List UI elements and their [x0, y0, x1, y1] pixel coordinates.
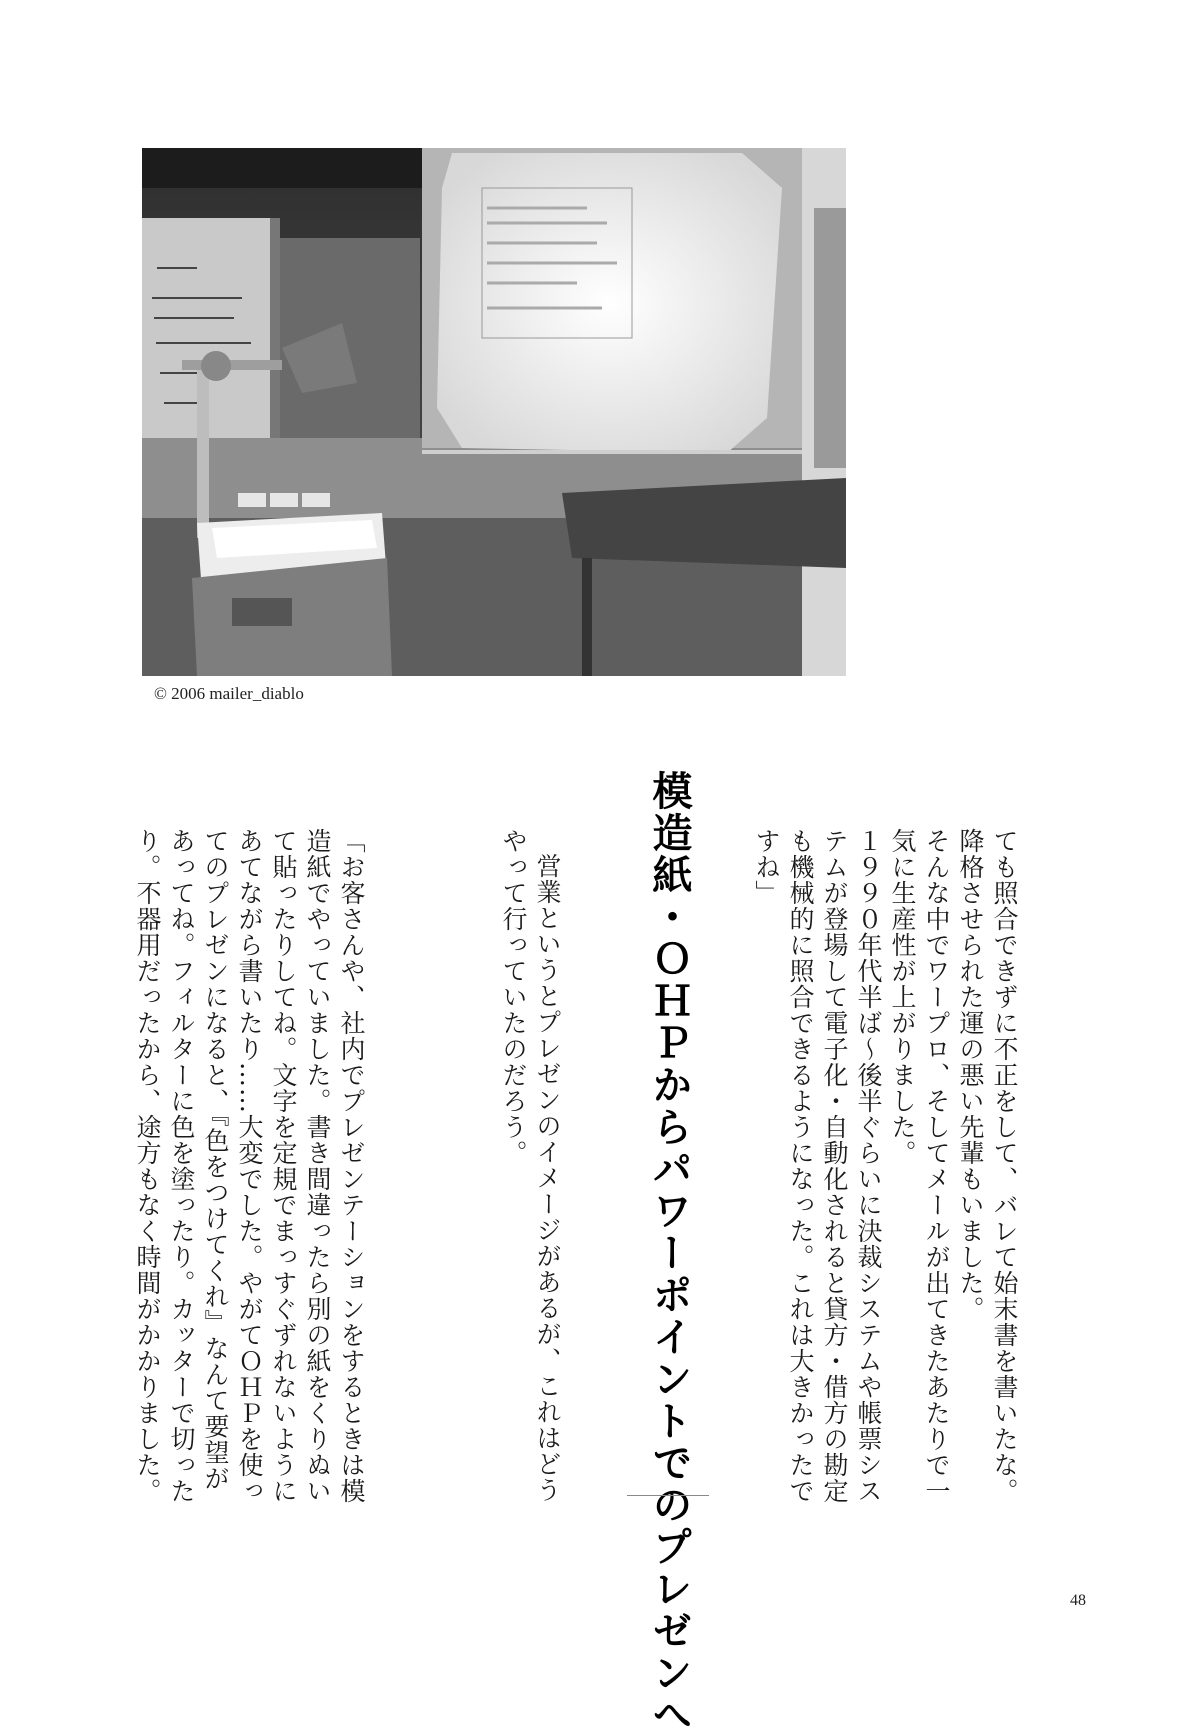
- heading-divider: [627, 1495, 709, 1496]
- text-line: やって行っていたのだろう。: [499, 828, 528, 1166]
- text-line: 「お客さんや、社内でプレゼンテーションをするときは模: [337, 828, 366, 1504]
- text-line: 造紙でやっていました。書き間違ったら別の紙をくりぬい: [303, 828, 332, 1504]
- page-number: 48: [1070, 1592, 1086, 1609]
- body-text-quote: [130, 828, 368, 1504]
- text-line: あってね。フィルターに色を塗ったり。カッターで切った: [167, 828, 196, 1504]
- text-line: り。不器用だったから、途方もなく時間がかかりました。: [133, 828, 162, 1504]
- text-line: あてながら書いたり……大変でした。やがてＯＨＰを使っ: [235, 828, 264, 1504]
- text-line: 降格させられた運の悪い先輩もいました。: [956, 828, 985, 1322]
- text-line: ても照合できずに不正をして、バレて始末書を書いたな。: [990, 828, 1019, 1504]
- section-heading: 模造紙・ＯＨＰからパワーポイントでのプレゼンへ: [646, 770, 692, 1736]
- text-line: て貼ったりしてね。文字を定規でまっすぐずれないように: [269, 828, 298, 1504]
- photo-credit: © 2006 mailer_diablo: [154, 684, 304, 703]
- text-line: 気に生産性が上がりました。: [888, 828, 917, 1166]
- text-line: そんな中でワープロ、そしてメールが出てきたあたりで一: [922, 828, 951, 1504]
- text-line: １９９０年代半ば～後半ぐらいに決裁システムや帳票シス: [854, 828, 883, 1504]
- body-text-intro: [749, 828, 1021, 1504]
- photo-illustration: [142, 148, 846, 676]
- text-line: 営業というとプレゼンのイメージがあるが、これはどう: [533, 853, 562, 1503]
- overhead-projector-photo: [142, 148, 846, 676]
- text-line: テムが登場して電子化・自動化されると貸方・借方の勘定: [820, 828, 849, 1504]
- text-line: てのプレゼンになると、『色をつけてくれ』なんて要望が: [201, 828, 230, 1492]
- text-line: も機械的に照合できるようになった。これは大きかったで: [786, 828, 815, 1504]
- text-line: すね」: [752, 828, 781, 906]
- body-text-lead: [496, 828, 564, 1503]
